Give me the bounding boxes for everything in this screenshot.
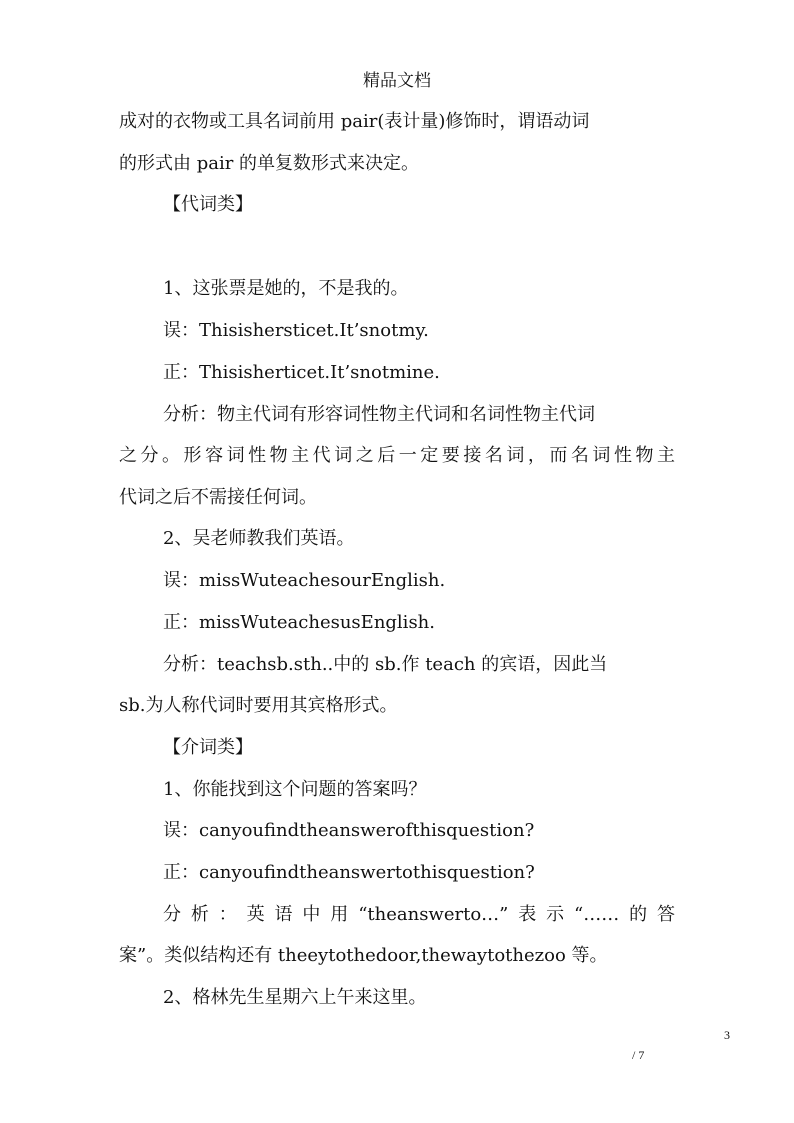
example-sentence: 1、这张票是她的，不是我的。	[163, 278, 409, 299]
example-sentence: 2、吴老师教我们英语。	[163, 528, 355, 549]
section-heading-prepositions: 【介词类】	[163, 737, 253, 758]
correct-example: 正：Thisisherticet.It’snotmine.	[163, 362, 440, 383]
analysis-text: 分析：英语中用“theanswerto…”表示“……的答	[163, 904, 675, 925]
page-number: 3	[724, 1028, 730, 1042]
correct-example: 正：canyoufindtheanswertothisquestion?	[163, 862, 535, 883]
analysis-text: 分析：物主代词有形容词性物主代词和名词性物主代词	[163, 404, 595, 425]
example-sentence: 2、格林先生星期六上午来这里。	[163, 987, 427, 1008]
analysis-text: 分析：teachsb.sth..中的 sb.作 teach 的宾语，因此当	[163, 654, 608, 675]
body-line: 的形式由 pair 的单复数形式来决定。	[119, 153, 420, 174]
analysis-text: 案”。类似结构还有 theeytothedoor,thewaytothezoo 等。	[119, 945, 608, 966]
page-total: / 7	[632, 1048, 645, 1062]
page-header-title: 精品文档	[363, 71, 431, 91]
section-heading-pronouns: 【代词类】	[163, 194, 253, 215]
wrong-example: 误：canyoufindtheanswerofthisquestion?	[163, 820, 535, 841]
analysis-text: 代词之后不需接任何词。	[119, 487, 317, 508]
example-sentence: 1、你能找到这个问题的答案吗？	[163, 779, 427, 800]
wrong-example: 误：missWuteachesourEnglish.	[163, 570, 446, 591]
body-line: 成对的衣物或工具名词前用 pair(表计量)修饰时，谓语动词	[119, 111, 590, 132]
correct-example: 正：missWuteachesusEnglish.	[163, 612, 435, 633]
analysis-text: 之分。形容词性物主代词之后一定要接名词，而名词性物主	[119, 445, 675, 466]
wrong-example: 误：Thisishersticet.It’snotmy.	[163, 320, 429, 341]
analysis-text: sb.为人称代词时要用其宾格形式。	[119, 695, 398, 716]
